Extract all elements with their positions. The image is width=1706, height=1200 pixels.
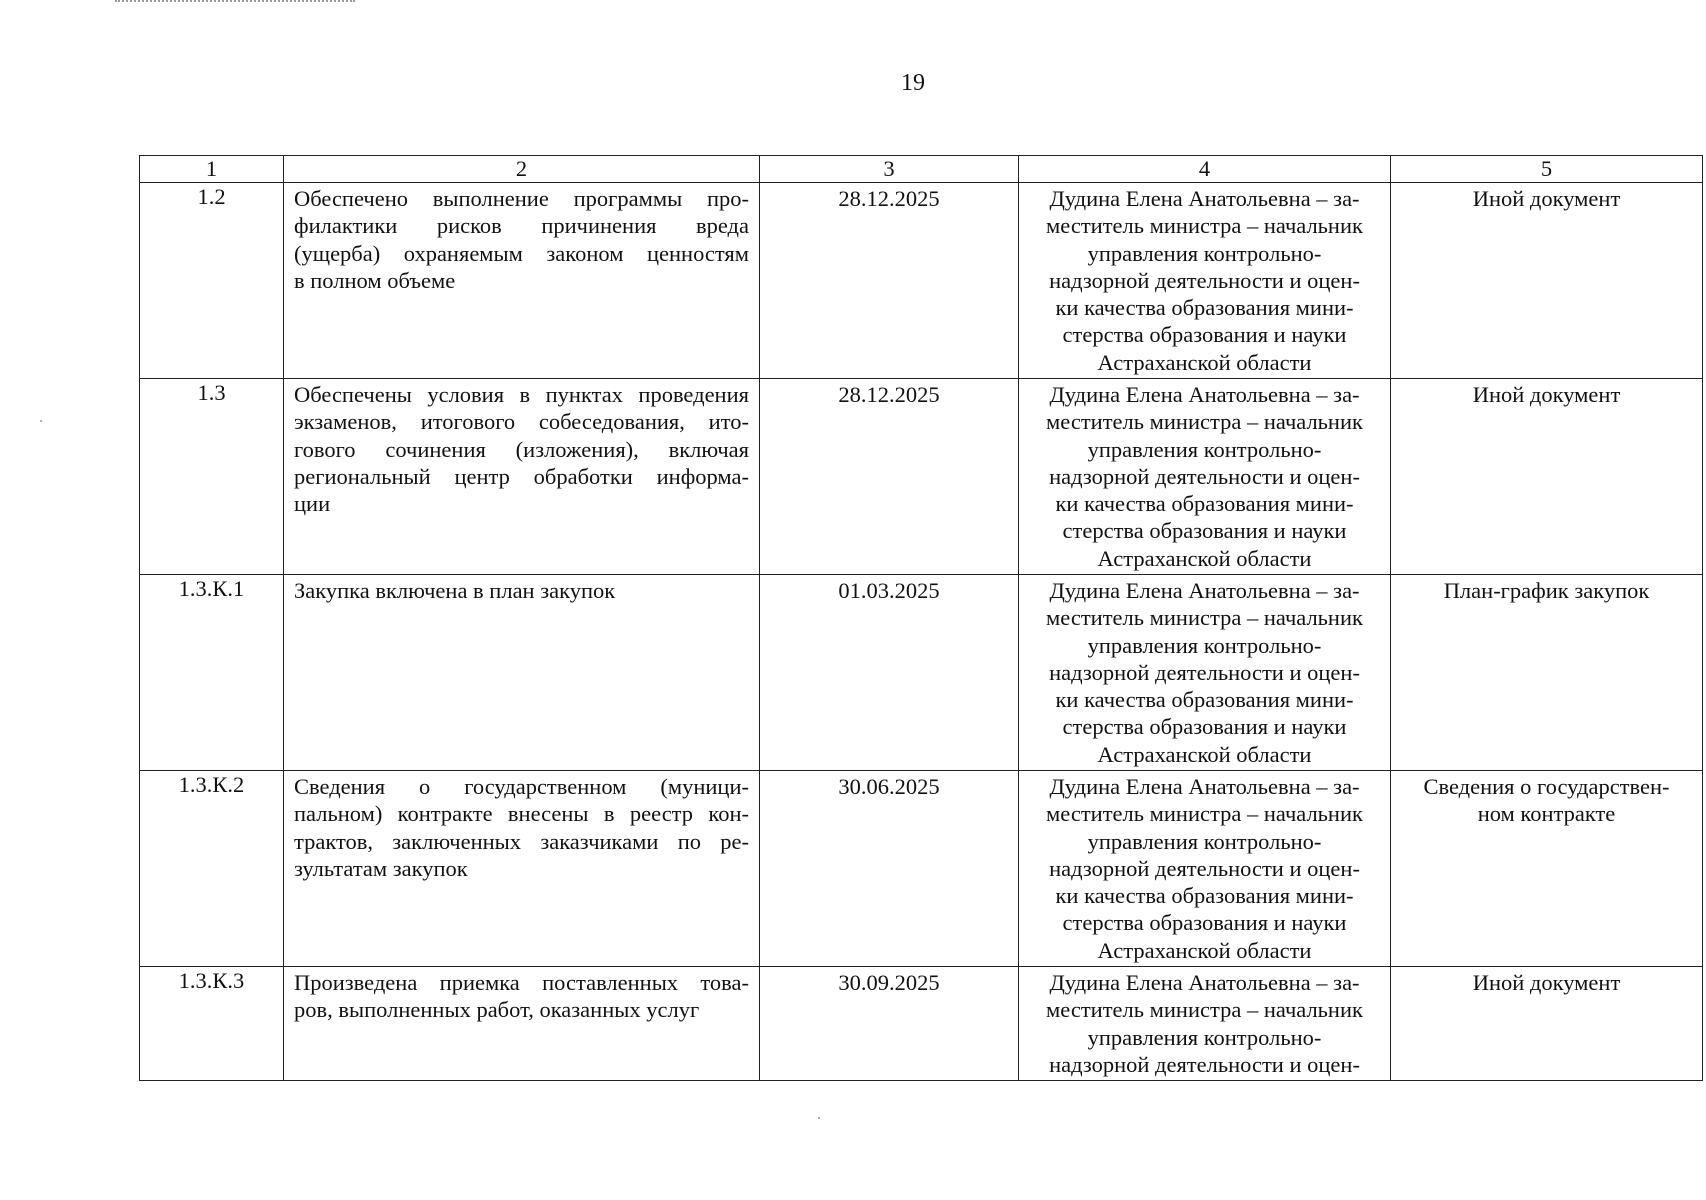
description-line: Обеспечено выполнение программы про- [294, 186, 749, 211]
column-header-1: 1 [140, 156, 284, 183]
description-line: Обеспечены условия в пунктах проведения [294, 382, 749, 407]
column-header-3: 3 [760, 156, 1019, 183]
responsible-line: меститель министра – начальник [1046, 605, 1363, 631]
row-document-type [1391, 379, 1703, 575]
document-type-line: План-график закупок [1443, 578, 1650, 603]
row-document-type [1391, 183, 1703, 379]
responsible-line: стерства образования и науки [1062, 910, 1347, 936]
row-responsible [1019, 183, 1391, 379]
responsible-line: меститель министра – начальник [1046, 997, 1363, 1023]
responsible-line: меститель министра – начальник [1046, 409, 1363, 435]
responsible-line: Дудина Елена Анатольевна – за- [1049, 382, 1360, 407]
row-date: 28.12.2025 [760, 379, 1019, 575]
description-line: экзаменов, итогового собеседования, ито- [294, 409, 749, 435]
table-row [140, 771, 1703, 967]
description-line: ции [294, 491, 331, 517]
responsible-line: стерства образования и науки [1062, 714, 1347, 740]
responsible-line: стерства образования и науки [1062, 518, 1347, 544]
responsible-line: Астраханской области [1097, 937, 1312, 963]
responsible-line: стерства образования и науки [1062, 322, 1347, 348]
responsible-line: Астраханской области [1097, 349, 1312, 375]
row-date: 01.03.2025 [760, 575, 1019, 771]
row-responsible [1019, 575, 1391, 771]
row-number: 1.3.К.3 [140, 967, 284, 1081]
responsible-line: Дудина Елена Анатольевна – за- [1049, 970, 1360, 995]
responsible-line: управления контрольно- [1087, 436, 1322, 462]
description-line: ров, выполненных работ, оказанных услуг [294, 997, 700, 1023]
responsible-line: надзорной деятельности и оцен- [1049, 463, 1360, 489]
row-date: 28.12.2025 [760, 183, 1019, 379]
page-number: 19 [901, 70, 925, 96]
table-row [140, 967, 1703, 1081]
row-date: 30.09.2025 [760, 967, 1019, 1081]
responsible-line: управления контрольно- [1087, 828, 1322, 854]
description-line: пальном) контракте внесены в реестр кон- [294, 801, 749, 827]
responsible-line: управления контрольно- [1087, 632, 1322, 658]
responsible-line: Дудина Елена Анатольевна – за- [1049, 186, 1360, 211]
description-line: в полном объеме [294, 267, 456, 293]
description-line: (ущерба) охраняемым законом ценностям [294, 240, 749, 266]
responsible-line: Астраханской области [1097, 545, 1312, 571]
responsible-line: меститель министра – начальник [1046, 213, 1363, 239]
column-header-2: 2 [284, 156, 760, 183]
document-table [139, 155, 1703, 1081]
row-number: 1.3.К.1 [140, 575, 284, 771]
document-type-line: Иной документ [1472, 382, 1621, 407]
description-line: зультатам закупок [294, 855, 468, 881]
responsible-line: ки качества образования мини- [1055, 687, 1354, 713]
row-document-type [1391, 771, 1703, 967]
description-line: Сведения о государственном (муници- [294, 774, 749, 799]
row-responsible [1019, 771, 1391, 967]
responsible-line: Дудина Елена Анатольевна – за- [1049, 774, 1360, 799]
description-line: трактов, заключенных заказчиками по ре- [294, 828, 749, 854]
row-document-type [1391, 967, 1703, 1081]
responsible-line: Астраханской области [1097, 741, 1312, 767]
row-description [284, 183, 760, 379]
column-header-4: 4 [1019, 156, 1391, 183]
responsible-line: ки качества образования мини- [1055, 295, 1354, 321]
responsible-line: Дудина Елена Анатольевна – за- [1049, 578, 1360, 603]
scan-artifact-top [115, 0, 355, 4]
description-line: гового сочинения (изложения), включая [294, 436, 749, 462]
description-line: Произведена приемка поставленных това- [294, 970, 749, 995]
document-type-line: Иной документ [1472, 970, 1621, 995]
document-type-line: Сведения о государствен- [1423, 774, 1670, 799]
description-line: Закупка включена в план закупок [294, 578, 616, 603]
responsible-line: управления контрольно- [1087, 240, 1322, 266]
description-line: филактики рисков причинения вреда [294, 213, 749, 239]
responsible-line: надзорной деятельности и оцен- [1049, 659, 1360, 685]
responsible-line: управления контрольно- [1087, 1024, 1322, 1050]
responsible-line: надзорной деятельности и оцен- [1049, 855, 1360, 881]
responsible-line: надзорной деятельности и оцен- [1049, 267, 1360, 293]
table-row [140, 183, 1703, 379]
document-type-line: Иной документ [1472, 186, 1621, 211]
description-line: региональный центр обработки информа- [294, 463, 749, 489]
row-number: 1.3 [140, 379, 284, 575]
row-date: 30.06.2025 [760, 771, 1019, 967]
header-row [140, 156, 1703, 183]
table-row [140, 575, 1703, 771]
column-header-5: 5 [1391, 156, 1703, 183]
row-description [284, 967, 760, 1081]
row-description [284, 379, 760, 575]
row-responsible [1019, 379, 1391, 575]
responsible-line: надзорной деятельности и оцен- [1049, 1051, 1360, 1077]
document-type-line: ном контракте [1477, 801, 1616, 827]
row-document-type [1391, 575, 1703, 771]
table-row [140, 379, 1703, 575]
row-responsible [1019, 967, 1391, 1081]
responsible-line: ки качества образования мини- [1055, 491, 1354, 517]
responsible-line: меститель министра – начальник [1046, 801, 1363, 827]
row-description [284, 575, 760, 771]
responsible-line: ки качества образования мини- [1055, 883, 1354, 909]
scan-speck [818, 1117, 820, 1119]
row-number: 1.3.К.2 [140, 771, 284, 967]
row-description [284, 771, 760, 967]
row-number: 1.2 [140, 183, 284, 379]
scan-speck [40, 420, 42, 422]
